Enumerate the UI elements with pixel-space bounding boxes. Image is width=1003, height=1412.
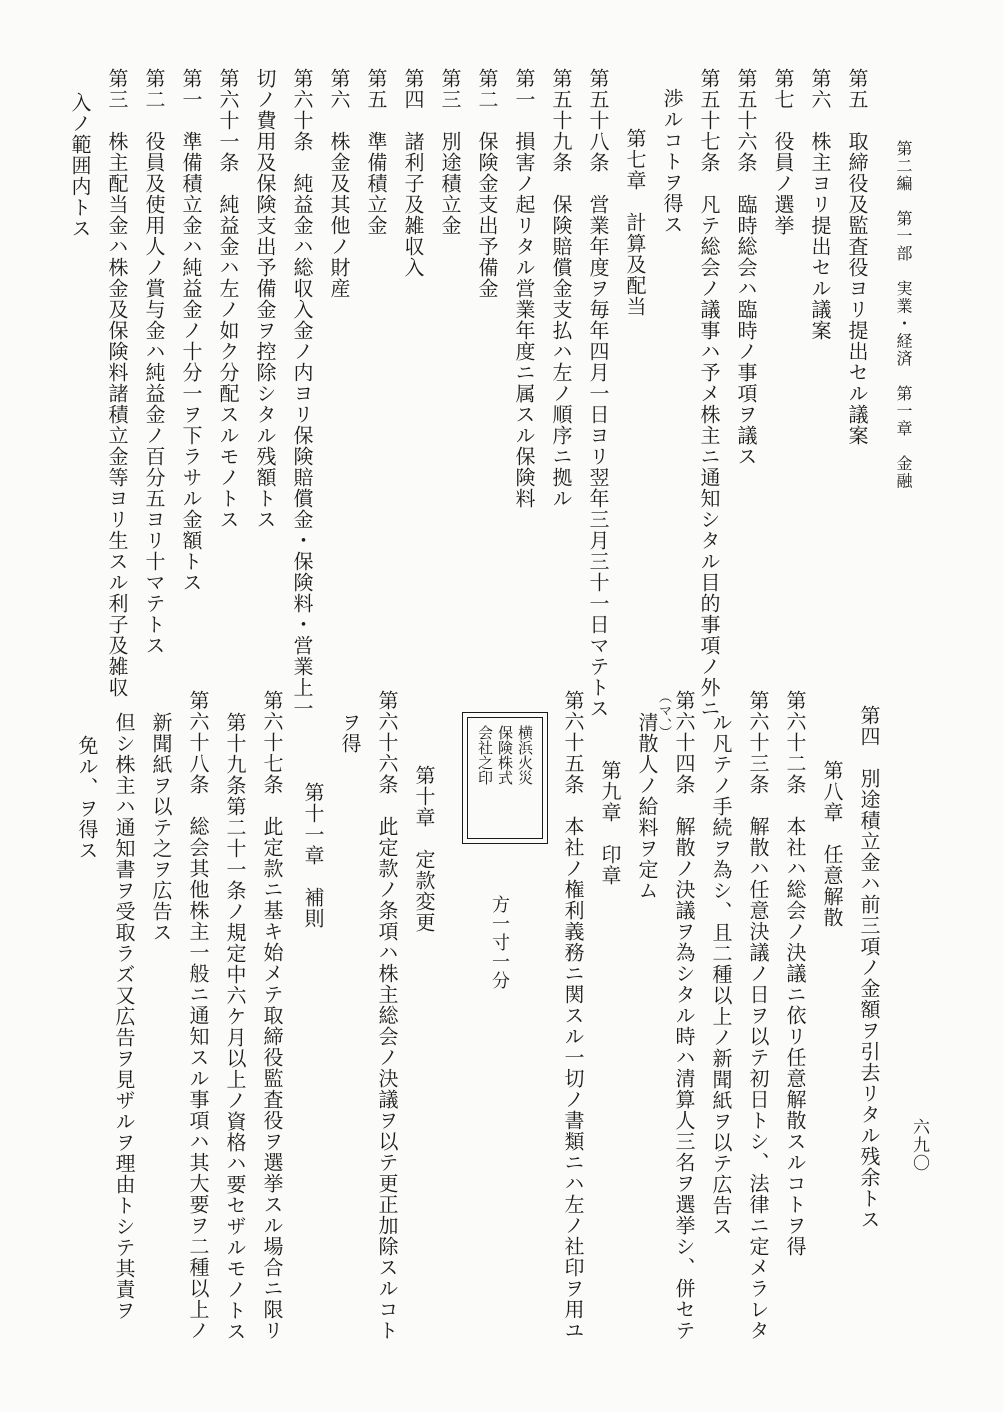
article-line: 第四 別途積立金ハ前三項ノ金額ヲ引去リタル残余トス (857, 705, 881, 1230)
article-line: 第三 別途積立金 (438, 68, 462, 236)
page-number: 六九〇 (909, 1118, 929, 1172)
article-line: 免ル、ヲ得ス (75, 735, 99, 861)
article-line: 第六十一条 純益金ハ左ノ如ク分配スルモノトス (216, 68, 240, 530)
article-line: 但シ株主ハ通知書ヲ受取ラズ又広告ヲ見ザルヲ理由トシテ其責ヲ (112, 712, 136, 1321)
article-line: 第三 株主配当金ハ株金及保険料諸積立金等ヨリ生スル利子及雑収 (105, 68, 129, 698)
article-line: 第一 準備積立金ハ純益金ノ十分一ヲ下ラサル金額トス (179, 68, 203, 593)
chapter-heading: 第十章 定款変更 (412, 765, 436, 933)
company-seal (462, 712, 548, 844)
article-line: 第六十六条 此定款ノ条項ハ株主総会ノ決議ヲ以テ更正加除スルコト (375, 690, 399, 1341)
article-line: 清散人ノ給料ヲ定ム (635, 712, 659, 901)
article-line: 第一 損害ノ起リタル営業年度ニ属スル保険料 (512, 68, 536, 509)
article-line: 切ノ費用及保険支出予備金ヲ控除シタル残額トス (253, 68, 277, 530)
chapter-heading: 第十一章 補則 (301, 782, 325, 929)
chapter-heading: 第九章 印章 (598, 760, 622, 886)
article-line: ヲ得 (338, 712, 362, 754)
article-line: 第二 保険金支出予備金 (475, 68, 499, 299)
article-line: 第六 株金及其他ノ財産 (327, 68, 351, 299)
chapter-heading: 第八章 任意解散 (820, 760, 844, 928)
article-line: 第五 準備積立金 (364, 68, 388, 236)
article-line: 入ノ範囲内トス (68, 92, 92, 239)
running-head: 第二編 第一部 実業・経済 第一章 金融 (894, 140, 913, 490)
ruby-annotation: （マ、） (656, 690, 671, 740)
article-line: 第六 株主ヨリ提出セル議案 (808, 68, 832, 341)
article-line: 第五十九条 保険賠償金支払ハ左ノ順序ニ拠ル (549, 68, 573, 509)
article-line: 第七 役員ノ選挙 (771, 68, 795, 236)
seal-line: 横浜火災 (516, 725, 534, 785)
article-line: 第六十七条 此定款ニ基キ始メテ取締役監査役ヲ選挙スル場合ニ限リ (260, 690, 284, 1341)
article-line: 新聞紙ヲ以テ之ヲ広告ス (149, 712, 173, 943)
article-line: 第二 役員及使用人ノ賞与金ハ純益金ノ百分五ヨリ十マテトス (142, 68, 166, 656)
article-line: 第四 諸利子及雑収入 (401, 68, 425, 278)
article-line: 第五十七条 凡テ総会ノ議事ハ予メ株主ニ通知シタル目的事項ノ外ニ (697, 68, 721, 719)
chapter-heading: 第七章 計算及配当 (623, 128, 647, 317)
article-line: 渉ルコトヲ得ス (660, 88, 684, 235)
seal-line: 会社之印 (476, 725, 494, 785)
article-line: 第六十条 純益金ハ総収入金ノ内ヨリ保険賠償金・保険料・営業上一 (290, 68, 314, 719)
article-line: 第六十八条 総会其他株主一般ニ通知スル事項ハ其大要ヲ二種以上ノ (186, 690, 210, 1341)
article-line: 第五十六条 臨時総会ハ臨時ノ事項ヲ議ス (734, 68, 758, 467)
article-line: 第六十三条 解散ハ任意決議ノ日ヲ以テ初日トシ、法律ニ定メラレタ (746, 690, 770, 1341)
article-line: 第六十四条 解散ノ決議ヲ為シタル時ハ清算人三名ヲ選挙シ、併セテ (672, 690, 696, 1341)
seal-line: 保険株式 (496, 725, 514, 785)
seal-size-note: 方一寸一分 (489, 895, 510, 990)
article-line: 第六十二条 本社ハ総会ノ決議ニ依リ任意解散スルコトヲ得 (783, 690, 807, 1257)
article-line: 第五 取締役及監査役ヨリ提出セル議案 (845, 68, 869, 446)
article-line: 第六十五条 本社ノ権利義務ニ関スル一切ノ書類ニハ左ノ社印ヲ用ユ (561, 690, 585, 1341)
article-line: ル凡テノ手続ヲ為シ、且二種以上ノ新聞紙ヲ以テ広告ス (709, 712, 733, 1237)
article-line: 第五十八条 営業年度ヲ毎年四月一日ヨリ翌年三月三十一日マテトス (586, 68, 610, 719)
article-line: 第十九条第二十一条ノ規定中六ケ月以上ノ資格ハ要セザルモノトス (223, 712, 247, 1342)
